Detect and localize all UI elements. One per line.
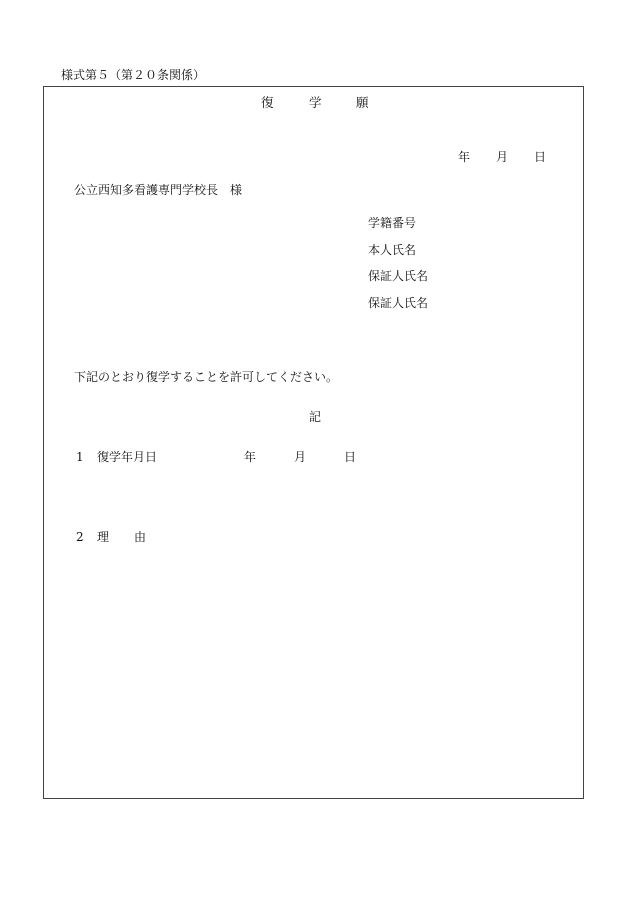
item-2-number: 2	[76, 530, 84, 544]
date-year-label: 年	[458, 150, 471, 164]
student-number-label: 学籍番号	[368, 216, 417, 230]
title-char-1: 復	[261, 95, 274, 110]
ki-heading: 記	[309, 410, 322, 424]
request-sentence: 下記のとおり復学することを許可してください。	[74, 370, 339, 384]
date-day-label: 日	[534, 150, 547, 164]
addressee: 公立西知多看護専門学校長 様	[74, 183, 243, 197]
item-1-label: 復学年月日	[97, 450, 158, 464]
form-number-label: 様式第５（第２０条関係）	[61, 68, 206, 82]
guarantor-name-label-2: 保証人氏名	[368, 296, 429, 310]
item-1-year-label: 年	[244, 450, 257, 464]
title-char-3: 願	[356, 95, 369, 110]
item-2-label-char-1: 理	[97, 530, 110, 544]
date-month-label: 月	[496, 150, 509, 164]
item-1-month-label: 月	[294, 450, 307, 464]
applicant-name-label: 本人氏名	[368, 243, 417, 257]
item-1-day-label: 日	[344, 450, 357, 464]
guarantor-name-label-1: 保証人氏名	[368, 269, 429, 283]
item-2-label-char-2: 由	[134, 530, 147, 544]
item-1-number: 1	[76, 450, 84, 464]
title-char-2: 学	[309, 95, 322, 110]
